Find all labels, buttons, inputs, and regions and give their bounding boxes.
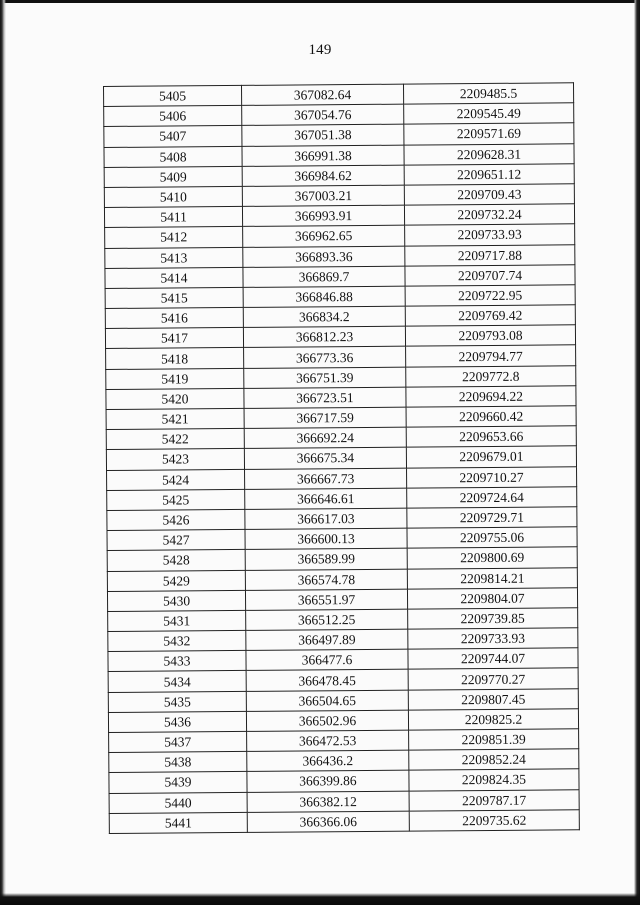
point-id-cell: 5426 xyxy=(107,509,245,530)
northing-cell: 2209787.17 xyxy=(409,789,579,811)
point-id-cell: 5416 xyxy=(105,307,243,328)
page-number: 149 xyxy=(308,42,332,58)
northing-cell: 2209660.42 xyxy=(406,406,576,428)
northing-cell: 2209852.24 xyxy=(409,749,579,771)
point-id-cell: 5437 xyxy=(109,731,247,752)
point-id-cell: 5411 xyxy=(104,207,242,228)
point-id-cell: 5405 xyxy=(104,85,242,106)
coordinate-table-wrapper xyxy=(103,82,579,834)
easting-cell: 366477.6 xyxy=(246,649,408,670)
easting-cell: 366382.12 xyxy=(247,791,409,812)
easting-cell: 366869.7 xyxy=(243,266,405,287)
scan-edge-bottom xyxy=(0,893,640,905)
easting-cell: 366478.45 xyxy=(246,670,408,691)
easting-cell: 367054.76 xyxy=(242,104,404,125)
easting-cell: 366991.38 xyxy=(242,145,404,166)
northing-cell: 2209709.43 xyxy=(404,184,574,206)
point-id-cell: 5441 xyxy=(109,812,247,833)
easting-cell: 366893.36 xyxy=(243,246,405,267)
point-id-cell: 5430 xyxy=(107,590,245,611)
point-id-cell: 5431 xyxy=(108,610,246,631)
northing-cell: 2209485.5 xyxy=(403,83,573,105)
scan-edge-top xyxy=(0,0,640,3)
point-id-cell: 5418 xyxy=(106,348,244,369)
point-id-cell: 5425 xyxy=(107,489,245,510)
northing-cell: 2209729.71 xyxy=(407,507,577,529)
point-id-cell: 5417 xyxy=(105,328,243,349)
easting-cell: 366675.34 xyxy=(244,448,406,469)
northing-cell: 2209772.8 xyxy=(406,365,576,387)
point-id-cell: 5427 xyxy=(107,530,245,551)
point-id-cell: 5424 xyxy=(107,469,245,490)
northing-cell: 2209724.64 xyxy=(407,487,577,509)
northing-cell: 2209651.12 xyxy=(404,164,574,186)
point-id-cell: 5433 xyxy=(108,651,246,672)
northing-cell: 2209545.49 xyxy=(404,103,574,125)
table-body xyxy=(104,83,580,834)
northing-cell: 2209825.2 xyxy=(408,709,578,731)
northing-cell: 2209733.93 xyxy=(408,628,578,650)
easting-cell: 366993.91 xyxy=(242,205,404,226)
point-id-cell: 5408 xyxy=(104,146,242,167)
northing-cell: 2209739.85 xyxy=(408,608,578,630)
point-id-cell: 5434 xyxy=(108,671,246,692)
easting-cell: 366717.59 xyxy=(244,407,406,428)
northing-cell: 2209851.39 xyxy=(409,729,579,751)
easting-cell: 366551.97 xyxy=(245,589,407,610)
point-id-cell: 5436 xyxy=(108,711,246,732)
point-id-cell: 5414 xyxy=(105,267,243,288)
easting-cell: 366846.88 xyxy=(243,286,405,307)
point-id-cell: 5428 xyxy=(107,550,245,571)
point-id-cell: 5440 xyxy=(109,792,247,813)
easting-cell: 366512.25 xyxy=(246,609,408,630)
point-id-cell: 5419 xyxy=(106,368,244,389)
northing-cell: 2209722.95 xyxy=(405,285,575,307)
point-id-cell: 5438 xyxy=(109,752,247,773)
northing-cell: 2209628.31 xyxy=(404,143,574,165)
easting-cell: 366962.65 xyxy=(243,225,405,246)
northing-cell: 2209800.69 xyxy=(407,547,577,569)
easting-cell: 366692.24 xyxy=(244,427,406,448)
northing-cell: 2209807.45 xyxy=(408,688,578,710)
coordinate-table xyxy=(103,82,580,834)
easting-cell: 366617.03 xyxy=(245,508,407,529)
point-id-cell: 5415 xyxy=(105,287,243,308)
easting-cell: 367082.64 xyxy=(241,84,403,105)
northing-cell: 2209814.21 xyxy=(407,567,577,589)
point-id-cell: 5422 xyxy=(106,429,244,450)
point-id-cell: 5423 xyxy=(106,449,244,470)
easting-cell: 366646.61 xyxy=(245,488,407,509)
point-id-cell: 5409 xyxy=(104,166,242,187)
easting-cell: 366502.96 xyxy=(246,710,408,731)
point-id-cell: 5412 xyxy=(105,227,243,248)
easting-cell: 366472.53 xyxy=(247,730,409,751)
easting-cell: 366574.78 xyxy=(245,569,407,590)
northing-cell: 2209717.88 xyxy=(405,244,575,266)
easting-cell: 366751.39 xyxy=(244,367,406,388)
northing-cell: 2209733.93 xyxy=(405,224,575,246)
northing-cell: 2209571.69 xyxy=(404,123,574,145)
northing-cell: 2209694.22 xyxy=(406,386,576,408)
easting-cell: 366773.36 xyxy=(244,347,406,368)
point-id-cell: 5410 xyxy=(104,186,242,207)
point-id-cell: 5435 xyxy=(108,691,246,712)
easting-cell: 366589.99 xyxy=(245,548,407,569)
point-id-cell: 5413 xyxy=(105,247,243,268)
northing-cell: 2209770.27 xyxy=(408,668,578,690)
table-row xyxy=(109,810,579,834)
northing-cell: 2209769.42 xyxy=(405,305,575,327)
point-id-cell: 5406 xyxy=(104,106,242,127)
easting-cell: 366600.13 xyxy=(245,528,407,549)
easting-cell: 366834.2 xyxy=(243,306,405,327)
northing-cell: 2209755.06 xyxy=(407,527,577,549)
point-id-cell: 5439 xyxy=(109,772,247,793)
northing-cell: 2209710.27 xyxy=(407,466,577,488)
easting-cell: 366984.62 xyxy=(242,165,404,186)
easting-cell: 366497.89 xyxy=(246,629,408,650)
easting-cell: 367051.38 xyxy=(242,125,404,146)
northing-cell: 2209804.07 xyxy=(407,587,577,609)
scan-edge-left xyxy=(0,0,6,905)
easting-cell: 366812.23 xyxy=(243,326,405,347)
easting-cell: 366436.2 xyxy=(247,750,409,771)
easting-cell: 367003.21 xyxy=(242,185,404,206)
northing-cell: 2209679.01 xyxy=(406,446,576,468)
easting-cell: 366366.06 xyxy=(247,811,409,832)
easting-cell: 366667.73 xyxy=(245,468,407,489)
northing-cell: 2209707.74 xyxy=(405,264,575,286)
point-id-cell: 5407 xyxy=(104,126,242,147)
point-id-cell: 5421 xyxy=(106,408,244,429)
northing-cell: 2209744.07 xyxy=(408,648,578,670)
northing-cell: 2209824.35 xyxy=(409,769,579,791)
point-id-cell: 5420 xyxy=(106,388,244,409)
northing-cell: 2209794.77 xyxy=(406,345,576,367)
northing-cell: 2209653.66 xyxy=(406,426,576,448)
easting-cell: 366723.51 xyxy=(244,387,406,408)
northing-cell: 2209793.08 xyxy=(405,325,575,347)
scan-edge-right xyxy=(634,0,640,905)
northing-cell: 2209732.24 xyxy=(404,204,574,226)
point-id-cell: 5429 xyxy=(107,570,245,591)
easting-cell: 366399.86 xyxy=(247,770,409,791)
point-id-cell: 5432 xyxy=(108,630,246,651)
northing-cell: 2209735.62 xyxy=(409,810,579,832)
easting-cell: 366504.65 xyxy=(246,690,408,711)
